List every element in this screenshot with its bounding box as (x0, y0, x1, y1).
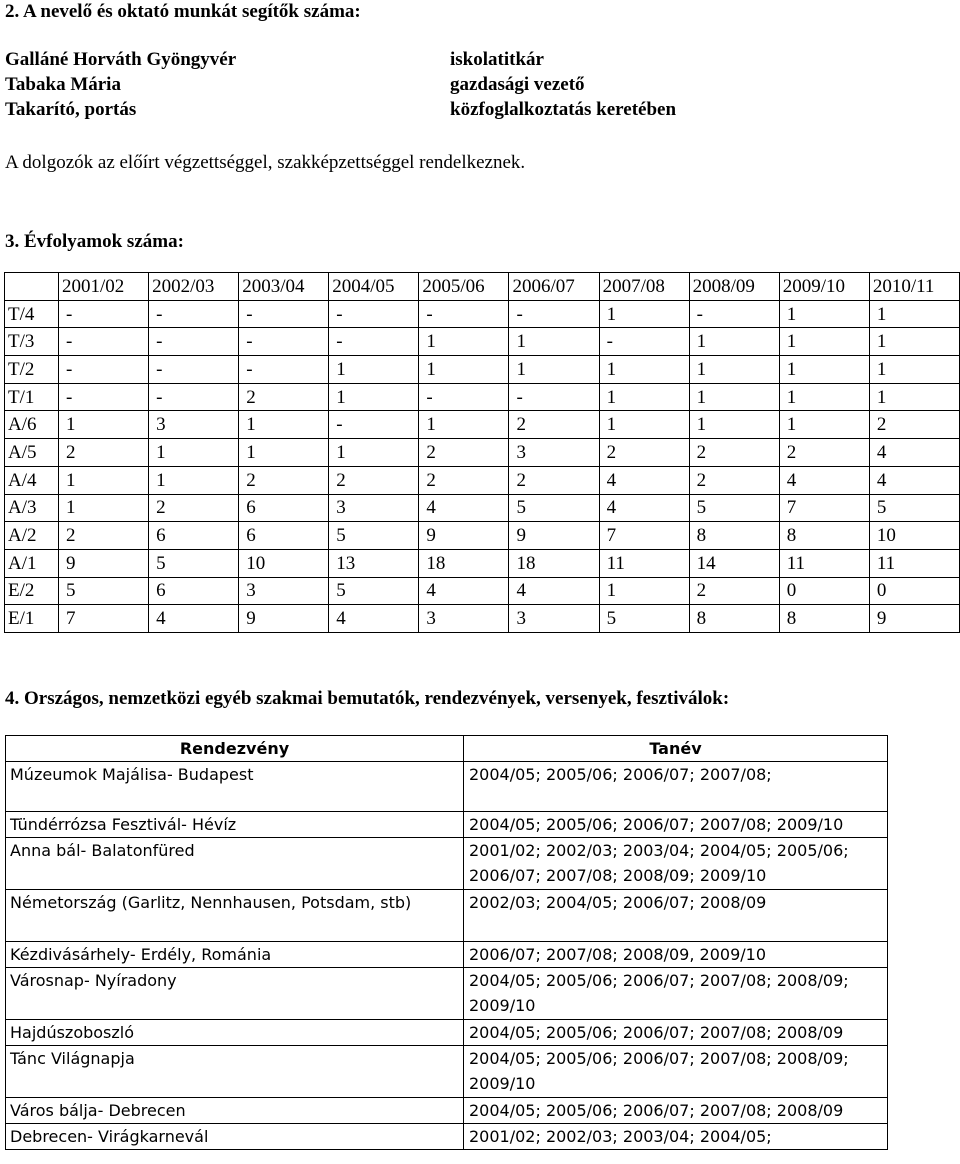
grade-label: A/4 (5, 466, 59, 494)
grade-count-cell: 2 (779, 439, 869, 467)
grade-row (5, 522, 960, 550)
grade-count-cell: 18 (509, 549, 599, 577)
grade-count-cell: 4 (779, 466, 869, 494)
grade-count-cell: 1 (509, 328, 599, 356)
grade-count-cell: 8 (689, 605, 779, 633)
grade-label: A/3 (5, 494, 59, 522)
grade-count-cell: 1 (149, 466, 239, 494)
event-name: Városnap- Nyíradony (6, 968, 464, 1020)
grade-count-cell: 1 (689, 356, 779, 384)
staff-role: iskolatitkár (450, 49, 544, 70)
grade-count-cell: - (599, 328, 689, 356)
event-years: 2004/05; 2005/06; 2006/07; 2007/08; 2008/09 (464, 1098, 888, 1124)
staff-name: Tabaka Mária (5, 74, 121, 95)
section2-heading: 2. A nevelő és oktató munkát segítők száma: (5, 1, 361, 22)
grade-count-cell: 8 (779, 522, 869, 550)
grade-row (5, 549, 960, 577)
grade-count-cell: - (59, 356, 149, 384)
year-header: 2003/04 (239, 273, 329, 301)
grade-count-cell: 5 (329, 522, 419, 550)
grade-count-cell: 5 (599, 605, 689, 633)
year-header: 2001/02 (59, 273, 149, 301)
grade-count-cell: 2 (329, 466, 419, 494)
event-row (6, 1046, 888, 1098)
grade-count-table (4, 272, 960, 633)
grade-label: T/4 (5, 300, 59, 328)
event-name: Tánc Világnapja (6, 1046, 464, 1098)
grade-label: E/2 (5, 577, 59, 605)
grade-count-cell: 8 (779, 605, 869, 633)
grade-label: E/1 (5, 605, 59, 633)
year-header: 2008/09 (689, 273, 779, 301)
grade-count-cell: - (149, 328, 239, 356)
event-name: Múzeumok Majálisa- Budapest (6, 762, 464, 812)
grade-count-cell: 2 (239, 466, 329, 494)
grade-count-cell: 10 (869, 522, 959, 550)
grade-count-cell: 5 (59, 577, 149, 605)
grade-count-cell: 1 (779, 328, 869, 356)
grade-count-cell: 2 (239, 383, 329, 411)
grade-count-cell: 14 (689, 549, 779, 577)
grade-count-cell: 4 (419, 494, 509, 522)
grade-count-cell: 5 (149, 549, 239, 577)
event-row (6, 1020, 888, 1046)
grade-row (5, 411, 960, 439)
grade-count-cell: 1 (869, 356, 959, 384)
grade-count-cell: 1 (869, 300, 959, 328)
grade-count-cell: 11 (779, 549, 869, 577)
year-header: 2005/06 (419, 273, 509, 301)
event-column-header: Rendezvény (6, 736, 464, 762)
grade-count-cell: 4 (509, 577, 599, 605)
grade-count-cell: 3 (239, 577, 329, 605)
grade-count-cell: - (419, 383, 509, 411)
qualification-note: A dolgozók az előírt végzettséggel, szakképzettséggel rendelkeznek. (5, 152, 526, 173)
events-header (6, 736, 888, 762)
grade-count-cell: 4 (329, 605, 419, 633)
grade-count-cell: 1 (149, 439, 239, 467)
grade-count-cell: - (149, 300, 239, 328)
grade-count-cell: 2 (689, 577, 779, 605)
grade-count-cell: 1 (779, 383, 869, 411)
event-years: 2004/05; 2005/06; 2006/07; 2007/08; 2009/10 (464, 812, 888, 838)
year-column-header: Tanév (464, 736, 888, 762)
year-header: 2006/07 (509, 273, 599, 301)
staff-role: gazdasági vezető (450, 74, 585, 95)
grade-count-cell: 6 (239, 522, 329, 550)
event-row (6, 942, 888, 968)
grade-count-cell: 6 (149, 577, 239, 605)
grade-count-cell: - (419, 300, 509, 328)
event-years: 2001/02; 2002/03; 2003/04; 2004/05; 2005/06; 2006/07; 2007/08; 2008/09; 2009/10 (464, 838, 888, 890)
grade-count-cell: 2 (869, 411, 959, 439)
grade-count-cell: 1 (599, 411, 689, 439)
event-years: 2004/05; 2005/06; 2006/07; 2007/08; (464, 762, 888, 812)
grade-count-cell: 4 (869, 466, 959, 494)
event-years: 2006/07; 2007/08; 2008/09, 2009/10 (464, 942, 888, 968)
grade-label: A/1 (5, 549, 59, 577)
grade-count-cell: - (149, 356, 239, 384)
grade-count-cell: 2 (149, 494, 239, 522)
grade-label: A/6 (5, 411, 59, 439)
grade-table-header (5, 273, 960, 301)
grade-row (5, 605, 960, 633)
grade-row (5, 577, 960, 605)
event-row (6, 968, 888, 1020)
corner-cell (5, 273, 59, 301)
grade-count-cell: - (329, 411, 419, 439)
grade-count-cell: 0 (779, 577, 869, 605)
event-row (6, 762, 888, 812)
event-years: 2004/05; 2005/06; 2006/07; 2007/08; 2008/09; 2009/10 (464, 968, 888, 1020)
staff-name: Takarító, portás (5, 99, 137, 120)
grade-row (5, 439, 960, 467)
grade-count-cell: 1 (329, 383, 419, 411)
grade-count-cell: 6 (149, 522, 239, 550)
grade-count-cell: 2 (59, 439, 149, 467)
grade-count-cell: 4 (599, 494, 689, 522)
year-header: 2010/11 (869, 273, 959, 301)
grade-label: T/1 (5, 383, 59, 411)
grade-count-cell: 2 (599, 439, 689, 467)
grade-count-cell: 1 (59, 411, 149, 439)
grade-count-cell: 1 (689, 383, 779, 411)
grade-count-cell: 18 (419, 549, 509, 577)
grade-count-cell: 7 (599, 522, 689, 550)
section3-heading: 3. Évfolyamok száma: (5, 231, 184, 252)
grade-count-cell: 1 (329, 439, 419, 467)
grade-count-cell: 1 (419, 411, 509, 439)
event-years: 2004/05; 2005/06; 2006/07; 2007/08; 2008/09; 2009/10 (464, 1046, 888, 1098)
grade-row (5, 466, 960, 494)
grade-count-cell: - (239, 356, 329, 384)
event-years: 2002/03; 2004/05; 2006/07; 2008/09 (464, 890, 888, 942)
grade-row (5, 328, 960, 356)
grade-count-cell: - (149, 383, 239, 411)
grade-count-cell: 5 (689, 494, 779, 522)
grade-label: T/2 (5, 356, 59, 384)
grade-count-cell: 10 (239, 549, 329, 577)
grade-count-cell: 9 (509, 522, 599, 550)
grade-count-cell: 9 (59, 549, 149, 577)
grade-count-cell: - (239, 300, 329, 328)
grade-count-cell: 6 (239, 494, 329, 522)
grade-row (5, 300, 960, 328)
year-header: 2002/03 (149, 273, 239, 301)
grade-count-cell: 1 (59, 494, 149, 522)
grade-count-cell: 5 (329, 577, 419, 605)
staff-role: közfoglalkoztatás keretében (450, 99, 677, 120)
grade-count-cell: 11 (869, 549, 959, 577)
grade-count-cell: 2 (689, 439, 779, 467)
event-name: Város bálja- Debrecen (6, 1098, 464, 1124)
event-name: Tündérrózsa Fesztivál- Hévíz (6, 812, 464, 838)
year-header: 2009/10 (779, 273, 869, 301)
grade-count-cell: 1 (509, 356, 599, 384)
grade-count-cell: 9 (239, 605, 329, 633)
grade-count-cell: 1 (869, 328, 959, 356)
grade-count-cell: 2 (419, 439, 509, 467)
event-years: 2001/02; 2002/03; 2003/04; 2004/05; (464, 1124, 888, 1150)
grade-count-cell: 1 (779, 300, 869, 328)
event-row (6, 1124, 888, 1150)
grade-label: A/5 (5, 439, 59, 467)
grade-count-cell: 5 (509, 494, 599, 522)
event-name: Debrecen- Virágkarnevál (6, 1124, 464, 1150)
grade-count-cell: 1 (59, 466, 149, 494)
grade-count-cell: 1 (599, 300, 689, 328)
grade-count-cell: 3 (509, 605, 599, 633)
grade-count-cell: 3 (419, 605, 509, 633)
staff-name: Galláné Horváth Gyöngyvér (5, 49, 237, 70)
grade-count-cell: 1 (779, 356, 869, 384)
grade-count-cell: 4 (869, 439, 959, 467)
grade-count-cell: 1 (869, 383, 959, 411)
grade-count-cell: 5 (869, 494, 959, 522)
grade-count-cell: 9 (419, 522, 509, 550)
grade-count-cell: 4 (419, 577, 509, 605)
grade-count-cell: - (509, 300, 599, 328)
year-header: 2004/05 (329, 273, 419, 301)
grade-count-cell: - (59, 328, 149, 356)
grade-count-cell: - (59, 383, 149, 411)
grade-count-cell: 1 (779, 411, 869, 439)
grade-count-cell: 3 (509, 439, 599, 467)
grade-count-cell: 8 (689, 522, 779, 550)
grade-count-cell: 1 (599, 577, 689, 605)
section4-heading: 4. Országos, nemzetközi egyéb szakmai bemutatók, rendezvények, versenyek, fesztiválok: (5, 688, 730, 709)
grade-count-cell: 1 (599, 356, 689, 384)
grade-row (5, 383, 960, 411)
year-header: 2007/08 (599, 273, 689, 301)
grade-label: T/3 (5, 328, 59, 356)
event-name: Hajdúszoboszló (6, 1020, 464, 1046)
grade-count-cell: 9 (869, 605, 959, 633)
grade-count-cell: 2 (509, 411, 599, 439)
grade-count-cell: 11 (599, 549, 689, 577)
grade-count-cell: 2 (419, 466, 509, 494)
grade-count-cell: - (239, 328, 329, 356)
grade-count-cell: 4 (149, 605, 239, 633)
event-name: Németország (Garlitz, Nennhausen, Potsdam, stb) (6, 890, 464, 942)
grade-count-cell: 7 (59, 605, 149, 633)
event-years: 2004/05; 2005/06; 2006/07; 2007/08; 2008/09 (464, 1020, 888, 1046)
grade-count-cell: 2 (509, 466, 599, 494)
event-row (6, 890, 888, 942)
grade-count-cell: - (59, 300, 149, 328)
event-row (6, 1098, 888, 1124)
event-name: Kézdivásárhely- Erdély, Románia (6, 942, 464, 968)
grade-count-cell: - (509, 383, 599, 411)
grade-count-cell: 1 (329, 356, 419, 384)
grade-row (5, 494, 960, 522)
grade-count-cell: 2 (59, 522, 149, 550)
grade-count-cell: 1 (239, 411, 329, 439)
grade-count-cell: 1 (239, 439, 329, 467)
grade-count-cell: - (329, 300, 419, 328)
event-row (6, 812, 888, 838)
grade-row (5, 356, 960, 384)
grade-count-cell: 7 (779, 494, 869, 522)
grade-count-cell: 4 (599, 466, 689, 494)
grade-label: A/2 (5, 522, 59, 550)
grade-count-cell: 3 (329, 494, 419, 522)
event-row (6, 838, 888, 890)
grade-count-cell: 2 (689, 466, 779, 494)
grade-count-cell: 13 (329, 549, 419, 577)
grade-count-cell: 1 (419, 328, 509, 356)
grade-count-cell: - (329, 328, 419, 356)
grade-count-cell: 1 (419, 356, 509, 384)
grade-count-cell: 3 (149, 411, 239, 439)
grade-count-cell: 1 (599, 383, 689, 411)
grade-count-cell: - (689, 300, 779, 328)
event-name: Anna bál- Balatonfüred (6, 838, 464, 890)
grade-count-cell: 1 (689, 411, 779, 439)
events-table (5, 735, 888, 1150)
grade-count-cell: 0 (869, 577, 959, 605)
grade-count-cell: 1 (689, 328, 779, 356)
